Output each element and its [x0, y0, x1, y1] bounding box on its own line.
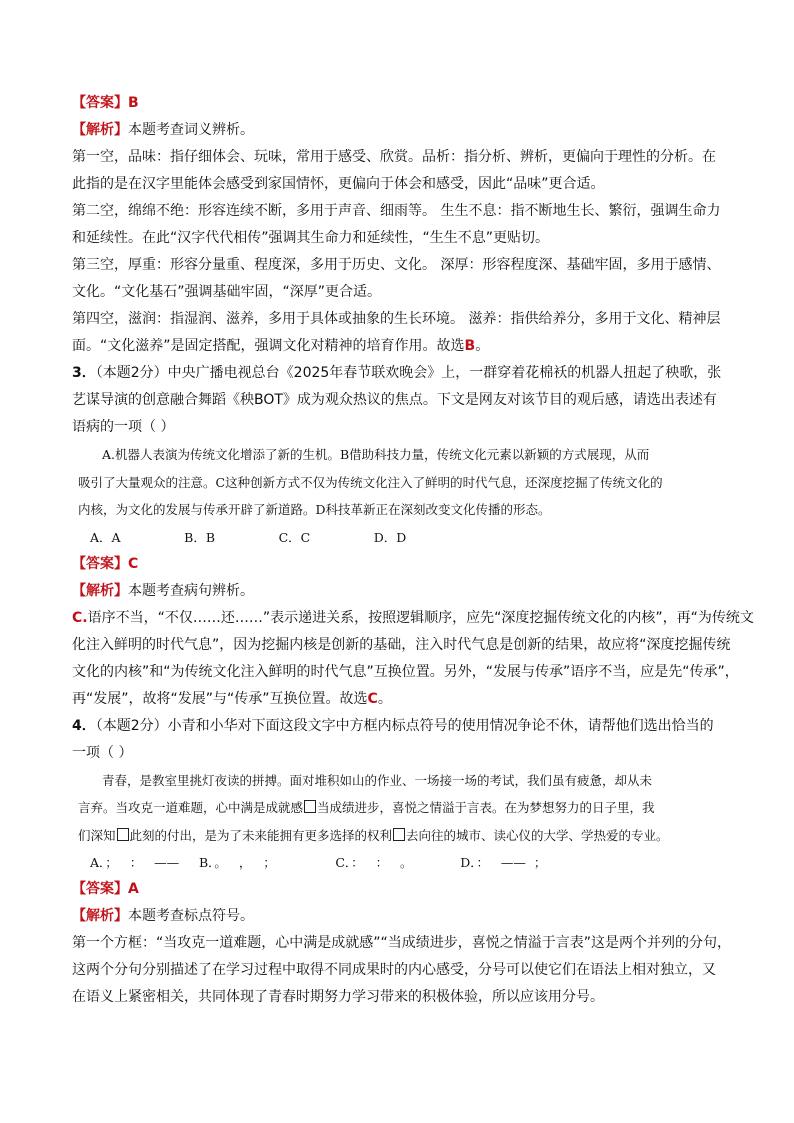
analysis-text: 语序不当，“不仅……还……”表示递进关系，按照逻辑顺序，应先“深度挖掘传统文化的内核”，再“为传统文	[87, 609, 754, 626]
q2-analysis-line: 第一空，品味：指仔细体会、玩味，常用于感受、欣赏。品析：指分析、辨析，更偏向于理性的分析。在	[72, 149, 716, 165]
q2-analysis-line: 第二空，绵绵不绝：形容连续不断，多用于声音、细雨等。 生生不息：指不断地生长、繁衍，强调生命力	[72, 203, 721, 219]
answer-tag: 【答案】	[72, 881, 128, 897]
q4-options: A．； ： —— B．。 ， ； C．： ： 。 D．： —— ；	[90, 855, 547, 870]
q3-passage-line: 内核，为文化的发展与传承开辟了新道路。D科技革新正在深刻改变文化传播的形态。	[78, 502, 551, 517]
q3-passage-line: 吸引了大量观众的注意。C这种创新方式不仅为传统文化注入了鲜明的时代气息，还深度挖掘了传统文化的	[78, 474, 663, 490]
q3-analysis-intro	[72, 578, 732, 605]
q3-analysis-last-line	[72, 686, 732, 713]
q2-analysis-line: 文化。“文化基石”强调基础牢固，“深厚”更合适。	[72, 284, 382, 300]
q2-analysis-intro	[72, 117, 732, 144]
answer-tag: 【答案】	[72, 555, 128, 572]
q4-passage-line: 青春，是教室里挑灯夜读的拼搏。面对堆积如山的作业、一场接一场的考试，我们虽有疲惫，却从未	[102, 772, 653, 788]
analysis-tag: 【解析】	[72, 582, 128, 599]
blank-box	[304, 800, 316, 813]
period: 。	[377, 690, 392, 707]
answer-value: B	[128, 95, 139, 111]
passage-text: 此刻的付出，是为了未来能拥有更多选择的权利	[129, 827, 393, 843]
answer-tag: 【答案】	[72, 95, 128, 111]
q2-analysis-line: 第四空，滋润：指湿润、滋养，多用于具体或抽象的生长环境。 滋养：指供给养分，多用于文化、精神层	[72, 311, 721, 327]
q4-analysis-intro	[72, 903, 732, 930]
analysis-intro: 本题考查词义辨析。	[128, 122, 254, 138]
q2-analysis-line: 和延续性。在此“汉字代代相传”强调其生命力和延续性，“生生不息”更贴切。	[72, 230, 550, 246]
q3-answer-line	[72, 551, 732, 578]
analysis-text: 面。“文化滋养”是固定搭配，强调文化对精神的培育作用。故选	[72, 338, 465, 354]
q4-passage-line	[72, 794, 732, 822]
blank-box	[117, 828, 129, 841]
blank-box	[393, 828, 405, 841]
q2-analysis-last-line	[72, 333, 732, 360]
period: 。	[475, 338, 490, 354]
q3-analysis-line: 文化的内核”和“为传统文化注入鲜明的时代气息”互换位置。另外，“发展与传承”语序不当，应是先“传承”，	[72, 663, 739, 680]
q3-stem-line: 语病的一项（ ）	[72, 419, 175, 435]
q3-analysis-line	[72, 605, 754, 632]
q3-stem-line: 艺谋导演的创意融合舞蹈《秧BOT》成为观众热议的焦点。下文是网友对该节目的观后感，请选出表述有	[72, 392, 717, 408]
analysis-intro: 本题考查病句辨析。	[128, 582, 254, 599]
passage-text: 言弃。当攻克一道难题，心中满是成就感	[78, 800, 304, 815]
q4-passage-line	[72, 822, 732, 850]
q4-answer-line	[72, 876, 732, 903]
document-page	[72, 90, 754, 1011]
q4-analysis-line: 第一个方框：“当攻克一道难题，心中满是成就感”“当成绩进步，喜悦之情溢于言表”这是两个并列的分句，	[72, 935, 732, 951]
answer-value: A	[128, 881, 139, 897]
question-number: 3．	[72, 365, 96, 381]
question-stem: （本题2分）中央广播电视总台《2025年春节联欢晚会》上，一群穿着花棉袄的机器人扭起了秧歌，张	[95, 365, 722, 381]
q3-analysis-line: 化注入鲜明的时代气息”，因为挖掘内核是创新的基础，注入时代气息是创新的结果，故应将“深度挖掘传统	[72, 636, 731, 653]
passage-text: 当成绩进步，喜悦之情溢于言表。在为梦想努力的日子里，我	[317, 800, 655, 815]
analysis-text: 再“发展”，故将“发展”与“传承”互换位置。故选	[72, 690, 368, 707]
q3-options: A．A B．B C．C D．D	[90, 529, 407, 545]
q4-analysis-line: 在语义上紧密相关，共同体现了青春时期努力学习带来的积极体验，所以应该用分号。	[72, 989, 604, 1005]
analysis-label: C.	[72, 609, 88, 626]
q4-stem-line	[72, 713, 732, 740]
answer-choice: B	[464, 338, 476, 354]
analysis-tag: 【解析】	[72, 908, 128, 924]
q4-analysis-line: 这两个分句分别描述了在学习过程中取得不同成果时的内心感受，分号可以使它们在语法上相对独立，又	[72, 962, 716, 978]
q2-analysis-line: 第三空，厚重：形容分量重、程度深，多用于历史、文化。 深厚：形容程度深、基础牢固，多用于感情、	[72, 257, 721, 273]
answer-value: C	[128, 555, 139, 572]
passage-text: 去向往的城市、读心仪的大学、学热爱的专业。	[406, 827, 669, 843]
q3-stem-line	[72, 360, 732, 387]
analysis-intro: 本题考查标点符号。	[128, 908, 254, 924]
question-number: 4．	[72, 717, 96, 734]
q3-passage-line: A.机器人表演为传统文化增添了新的生机。B借助科技力量，传统文化元素以新颖的方式展现，从而	[102, 447, 650, 462]
analysis-tag: 【解析】	[72, 122, 128, 138]
answer-choice: C	[367, 690, 378, 707]
passage-text: 们深知	[78, 827, 116, 843]
question-stem: （本题2分）小青和小华对下面这段文字中方框内标点符号的使用情况争论不休，请帮他们选出恰当的	[95, 717, 714, 734]
q2-answer-line	[72, 90, 732, 117]
q4-stem-line: 一项（ ）	[72, 744, 133, 761]
q2-analysis-line: 此指的是在汉字里能体会感受到家国情怀，更偏向于体会和感受，因此“品味”更合适。	[72, 176, 605, 192]
